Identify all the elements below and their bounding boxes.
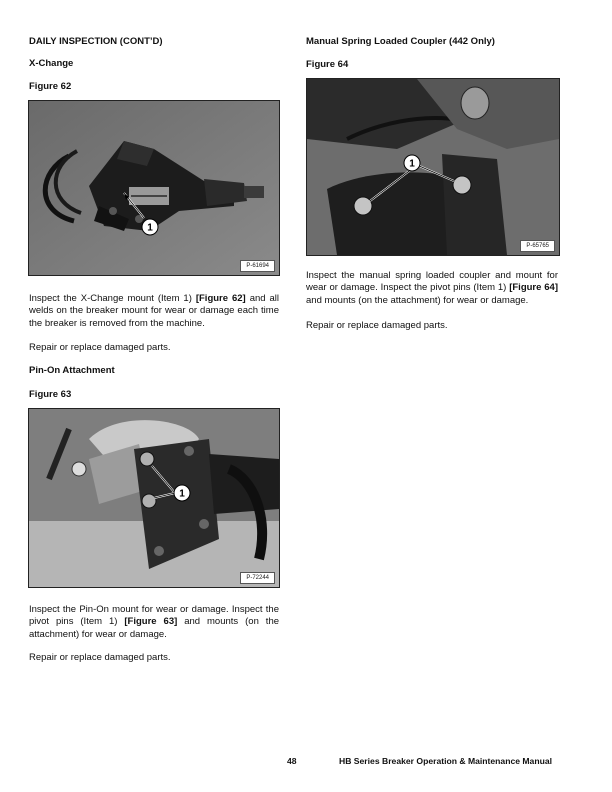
manual-title: HB Series Breaker Operation & Maintenance Manual (339, 756, 553, 766)
figure-64-photo (306, 78, 560, 256)
figure-64-photo-id: P-65765 (520, 240, 555, 252)
pinon-heading: Pin-On Attachment (29, 365, 115, 376)
pinon-attachment-illustration (29, 409, 279, 587)
pinon-repair-text: Repair or replace damaged parts. (29, 652, 171, 663)
figure-63-callout: 1 (179, 488, 185, 500)
xchange-paragraph: Inspect the X-Change mount (Item 1) [Figure 62] and all welds on the breaker mount for wear or damage each time the breaker is removed from the machine. (29, 293, 280, 329)
coupler-paragraph: Inspect the manual spring loaded coupler and mount for wear or damage. Inspect the pivot pins (Item 1) [Figure 64] and mounts (on the attachment) for wear or damage. (306, 270, 559, 306)
coupler-heading: Manual Spring Loaded Coupler (442 Only) (306, 36, 495, 47)
xchange-mount-illustration (29, 101, 279, 275)
figure-63-label: Figure 63 (29, 389, 72, 400)
figure-62-photo-id: P-61694 (240, 260, 275, 272)
xchange-heading: X-Change (29, 58, 74, 69)
figure-63-photo-id: P-72244 (240, 572, 275, 584)
section-heading: DAILY INSPECTION (CONT’D) (29, 36, 163, 47)
xchange-repair-text: Repair or replace damaged parts. (29, 342, 171, 353)
page-number: 48 (287, 756, 297, 766)
figure-62-photo (28, 100, 280, 276)
figure-62-callout: 1 (147, 222, 153, 234)
spring-coupler-illustration (307, 79, 559, 255)
pinon-paragraph: Inspect the Pin-On mount for wear or damage. Inspect the pivot pins (Item 1) [Figure 63] and mounts (on the attachment) for wear or damage. (29, 604, 280, 640)
figure-64-label: Figure 64 (306, 59, 349, 70)
figure-63-photo (28, 408, 280, 588)
figure-64-callout: 1 (409, 158, 415, 170)
coupler-repair-text: Repair or replace damaged parts. (306, 320, 448, 331)
figure-62-label: Figure 62 (29, 81, 72, 92)
